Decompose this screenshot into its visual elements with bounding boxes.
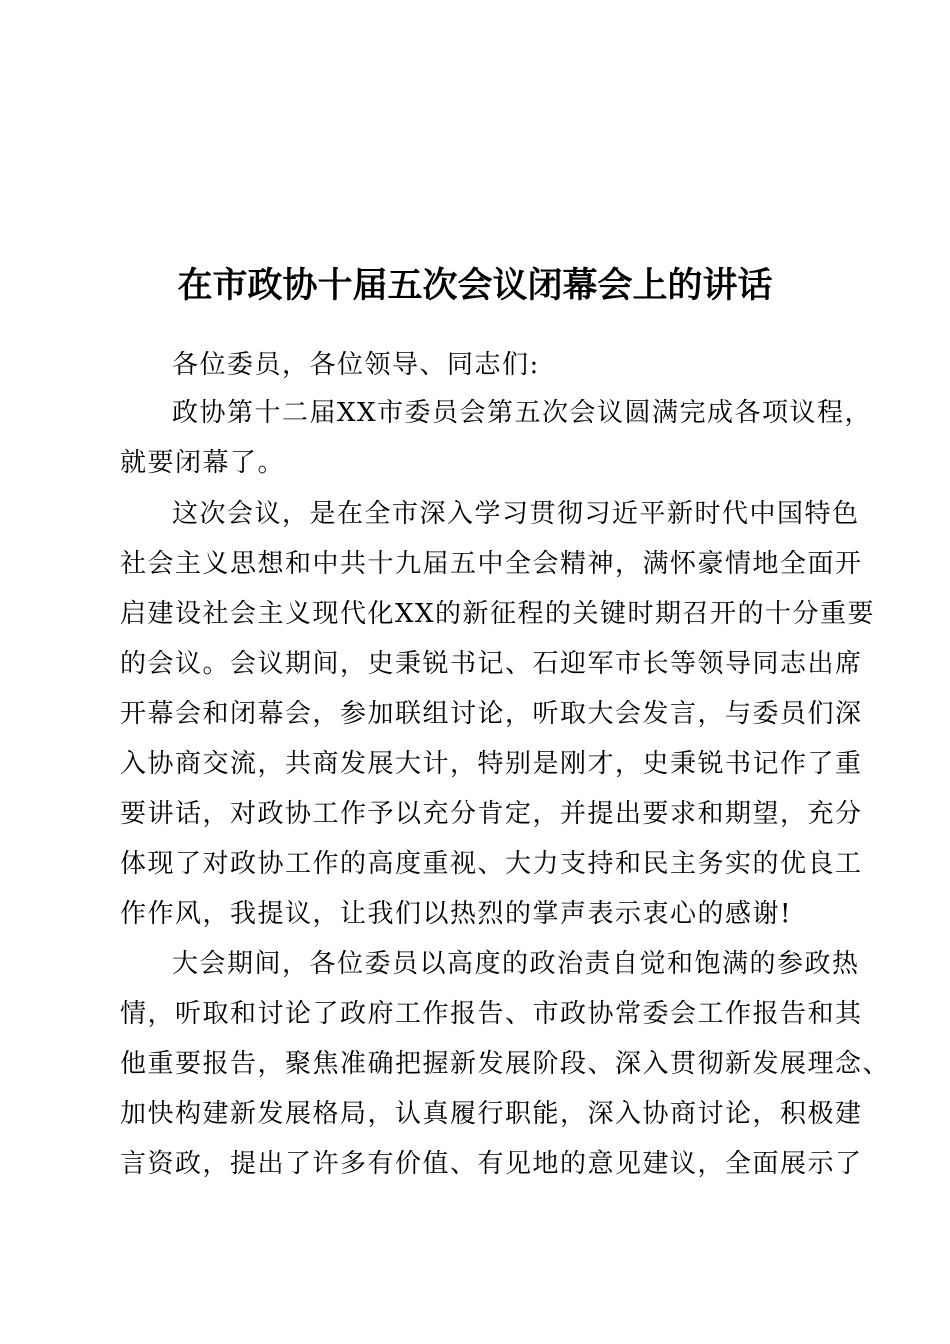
body-line: 他重要报告，聚焦准确把握新发展阶段、深入贯彻新发展理念、 (120, 1049, 891, 1079)
body-line: 加快构建新发展格局，认真履行职能，深入协商讨论，积极建 (120, 1099, 863, 1129)
body-line: 体现了对政协工作的高度重视、大力支持和民主务实的优良工 (120, 849, 863, 879)
body-line: 情，听取和讨论了政府工作报告、市政协常委会工作报告和其 (120, 999, 863, 1029)
body-line: 要讲话，对政协工作予以充分肯定，并提出要求和期望，充分 (120, 799, 863, 829)
body-line: 启建设社会主义现代化XX的新征程的关键时期召开的十分重要 (120, 599, 876, 629)
body-line: 言资政，提出了许多有价值、有见地的意见建议，全面展示了 (120, 1149, 863, 1179)
body-line: 开幕会和闭幕会，参加联组讨论，听取大会发言，与委员们深 (120, 699, 863, 729)
body-line: 就要闭幕了。 (120, 448, 286, 478)
body-line: 政协第十二届XX市委员会第五次会议圆满完成各项议程， (172, 398, 873, 428)
body-line: 入协商交流，共商发展大计，特别是刚才，史秉锐书记作了重 (120, 749, 863, 779)
salutation-line: 各位委员，各位领导、同志们: (172, 350, 540, 380)
body-line: 社会主义思想和中共十九届五中全会精神，满怀豪情地全面开 (120, 549, 863, 579)
body-line: 的会议。会议期间，史秉锐书记、石迎军市长等领导同志出席 (120, 649, 863, 679)
document-title: 在市政协十届五次会议闭幕会上的讲话 (177, 265, 773, 306)
body-line: 大会期间，各位委员以高度的政治责自觉和饱满的参政热 (172, 949, 860, 979)
body-line: 这次会议，是在全市深入学习贯彻习近平新时代中国特色 (172, 499, 860, 529)
body-line: 作作风，我提议，让我们以热烈的掌声表示衷心的感谢! (120, 899, 792, 929)
